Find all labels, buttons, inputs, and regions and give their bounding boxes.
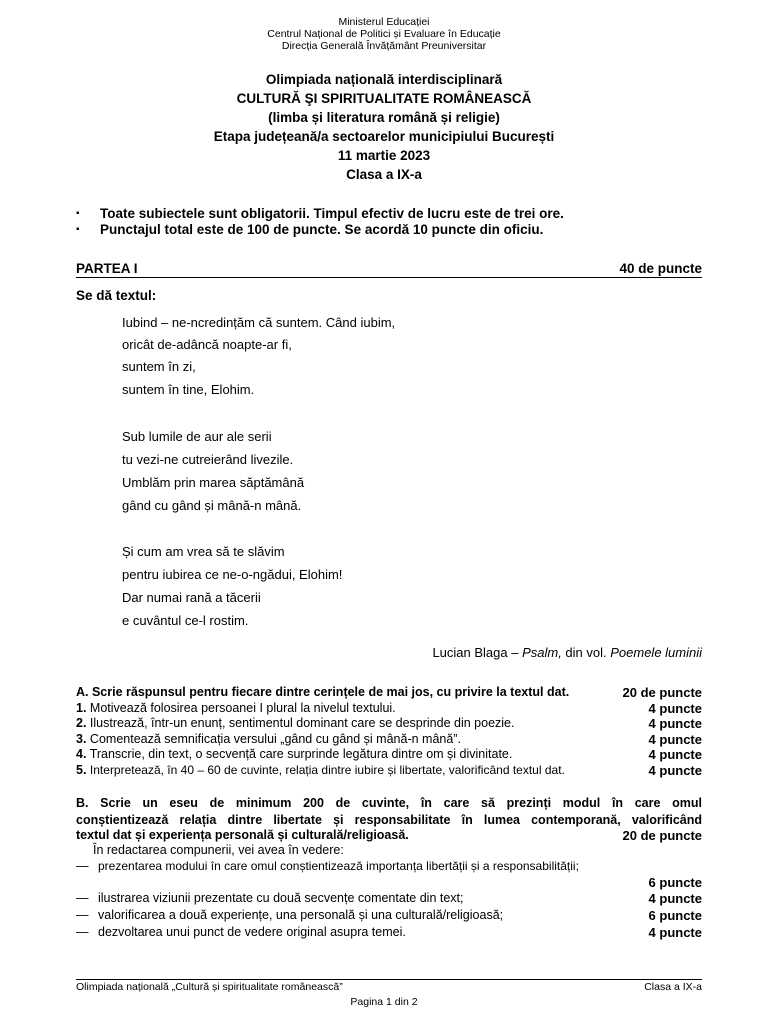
poem-line: gând cu gând și mână-n mână.	[122, 498, 302, 513]
header-directorate: Direcția Generală Învățământ Preuniversitar	[281, 40, 487, 52]
olympiad-title: Olimpiada națională interdisciplinară	[265, 72, 503, 87]
section-b-intro: În redactarea compunerii, vei avea în vedere:	[93, 843, 344, 857]
poem-line: Și cum am vrea să te slăvim	[122, 544, 285, 559]
dash-icon: —	[76, 925, 89, 939]
part-heading	[76, 261, 702, 278]
question-item: 1. Motivează folosirea persoanei I plural la nivelul textului. 4 puncte	[76, 701, 702, 716]
part-points: 40 de puncte	[619, 261, 702, 276]
section-b-points: 20 de puncte	[622, 828, 702, 843]
question-item: 5. Interpretează, în 40 – 60 de cuvinte, relația dintre iubire și libertate, valorificând textul dat. 4 puncte	[76, 763, 702, 778]
footer-grade: Clasa a IX-a	[644, 981, 702, 993]
section-b-line: B. Scrie un eseu de minimum 200 de cuvinte, în care să prezinți modul în care omul	[76, 796, 702, 810]
olympiad-date: 11 martie 2023	[337, 148, 431, 163]
section-b-line: conștientizează relația dintre libertate și responsabilitate în lumea contemporană, valorificând	[76, 813, 702, 827]
rule-item: ▪ Toate subiectele sunt obligatorii. Timpul efectiv de lucru este de trei ore.	[76, 206, 564, 221]
part-label: PARTEA I	[76, 261, 138, 276]
criterion-text: prezentarea modului în care omul conștientizează importanța libertății și a responsabilității;	[98, 859, 579, 873]
page-number: Pagina 1 din 2	[350, 996, 418, 1008]
bullet-icon: ▪	[76, 224, 80, 235]
volume-title: Poemele luminii	[610, 645, 702, 660]
criterion-text: valorificarea a două experiențe, una personală și una culturală/religioasă;	[98, 908, 504, 922]
poem-line: oricât de-adâncă noapte-ar fi,	[122, 337, 292, 352]
criterion-points: 6 puncte	[648, 908, 702, 923]
olympiad-grade: Clasa a IX-a	[346, 167, 422, 182]
poem-line: Sub lumile de aur ale serii	[122, 429, 272, 444]
header-center: Centrul Național de Politici și Evaluare în Educație	[267, 28, 501, 40]
dash-icon: —	[76, 891, 89, 905]
olympiad-stage: Etapa județeană/a sectoarelor municipiului București	[213, 129, 555, 144]
footer-olympiad: Olimpiada națională „Cultură și spiritualitate românească”	[76, 981, 343, 993]
criterion-points: 4 puncte	[648, 891, 702, 906]
question-item: 2. Ilustrează, într-un enunț, sentimentul dominant care se desprinde din poezie. 4 puncte	[76, 716, 702, 731]
header-ministry: Ministerul Educației	[338, 16, 430, 28]
poem-attribution: Lucian Blaga – Psalm, din vol. Poemele luminii	[432, 645, 702, 660]
poem-line: suntem în zi,	[122, 359, 196, 374]
dash-icon: —	[76, 859, 89, 873]
criterion-points: 4 puncte	[648, 925, 702, 940]
poem-line: Iubind – ne-ncredințăm că suntem. Când iubim,	[122, 315, 396, 330]
poem-line: tu vezi-ne cutreierând livezile.	[122, 452, 294, 467]
poem-title: Psalm,	[522, 645, 562, 660]
section-a-points: 20 de puncte	[622, 685, 702, 700]
poem-line: pentru iubirea ce ne-o-ngădui, Elohim!	[122, 567, 343, 582]
criterion-text: dezvoltarea unui punct de vedere original asupra temei.	[98, 925, 406, 939]
question-item: 4. Transcrie, din text, o secvență care surprinde legătura dintre om și divinitate. 4 puncte	[76, 747, 702, 762]
poem-line: Dar numai rană a tăcerii	[122, 590, 261, 605]
poem-line: Umblăm prin marea săptămână	[122, 475, 305, 490]
footer-divider	[76, 979, 702, 980]
olympiad-subject: CULTURĂ ŞI SPIRITUALITATE ROMÂNEASCĂ	[236, 91, 532, 106]
question-item: 3. Comentează semnificația versului „gând cu gând și mână-n mână”. 4 puncte	[76, 732, 702, 747]
olympiad-disciplines: (limba și literatura română și religie)	[268, 110, 500, 125]
poem-line: e cuvântul ce-l rostim.	[122, 613, 249, 628]
criterion-text: ilustrarea viziunii prezentate cu două secvențe comentate din text;	[98, 891, 464, 905]
poem-line: suntem în tine, Elohim.	[122, 382, 255, 397]
given-text-label: Se dă textul:	[76, 288, 157, 303]
criterion-points: 6 puncte	[648, 875, 702, 890]
rule-item: ▪ Punctajul total este de 100 de puncte. Se acordă 10 puncte din oficiu.	[76, 222, 544, 237]
dash-icon: —	[76, 908, 89, 922]
section-b-line: textul dat și experiența personală și culturală/religioasă. 20 de puncte	[76, 828, 702, 843]
section-a-heading: A. Scrie răspunsul pentru fiecare dintre cerințele de mai jos, cu privire la textul dat. 20 de puncte	[76, 685, 702, 700]
bullet-icon: ▪	[76, 208, 80, 219]
